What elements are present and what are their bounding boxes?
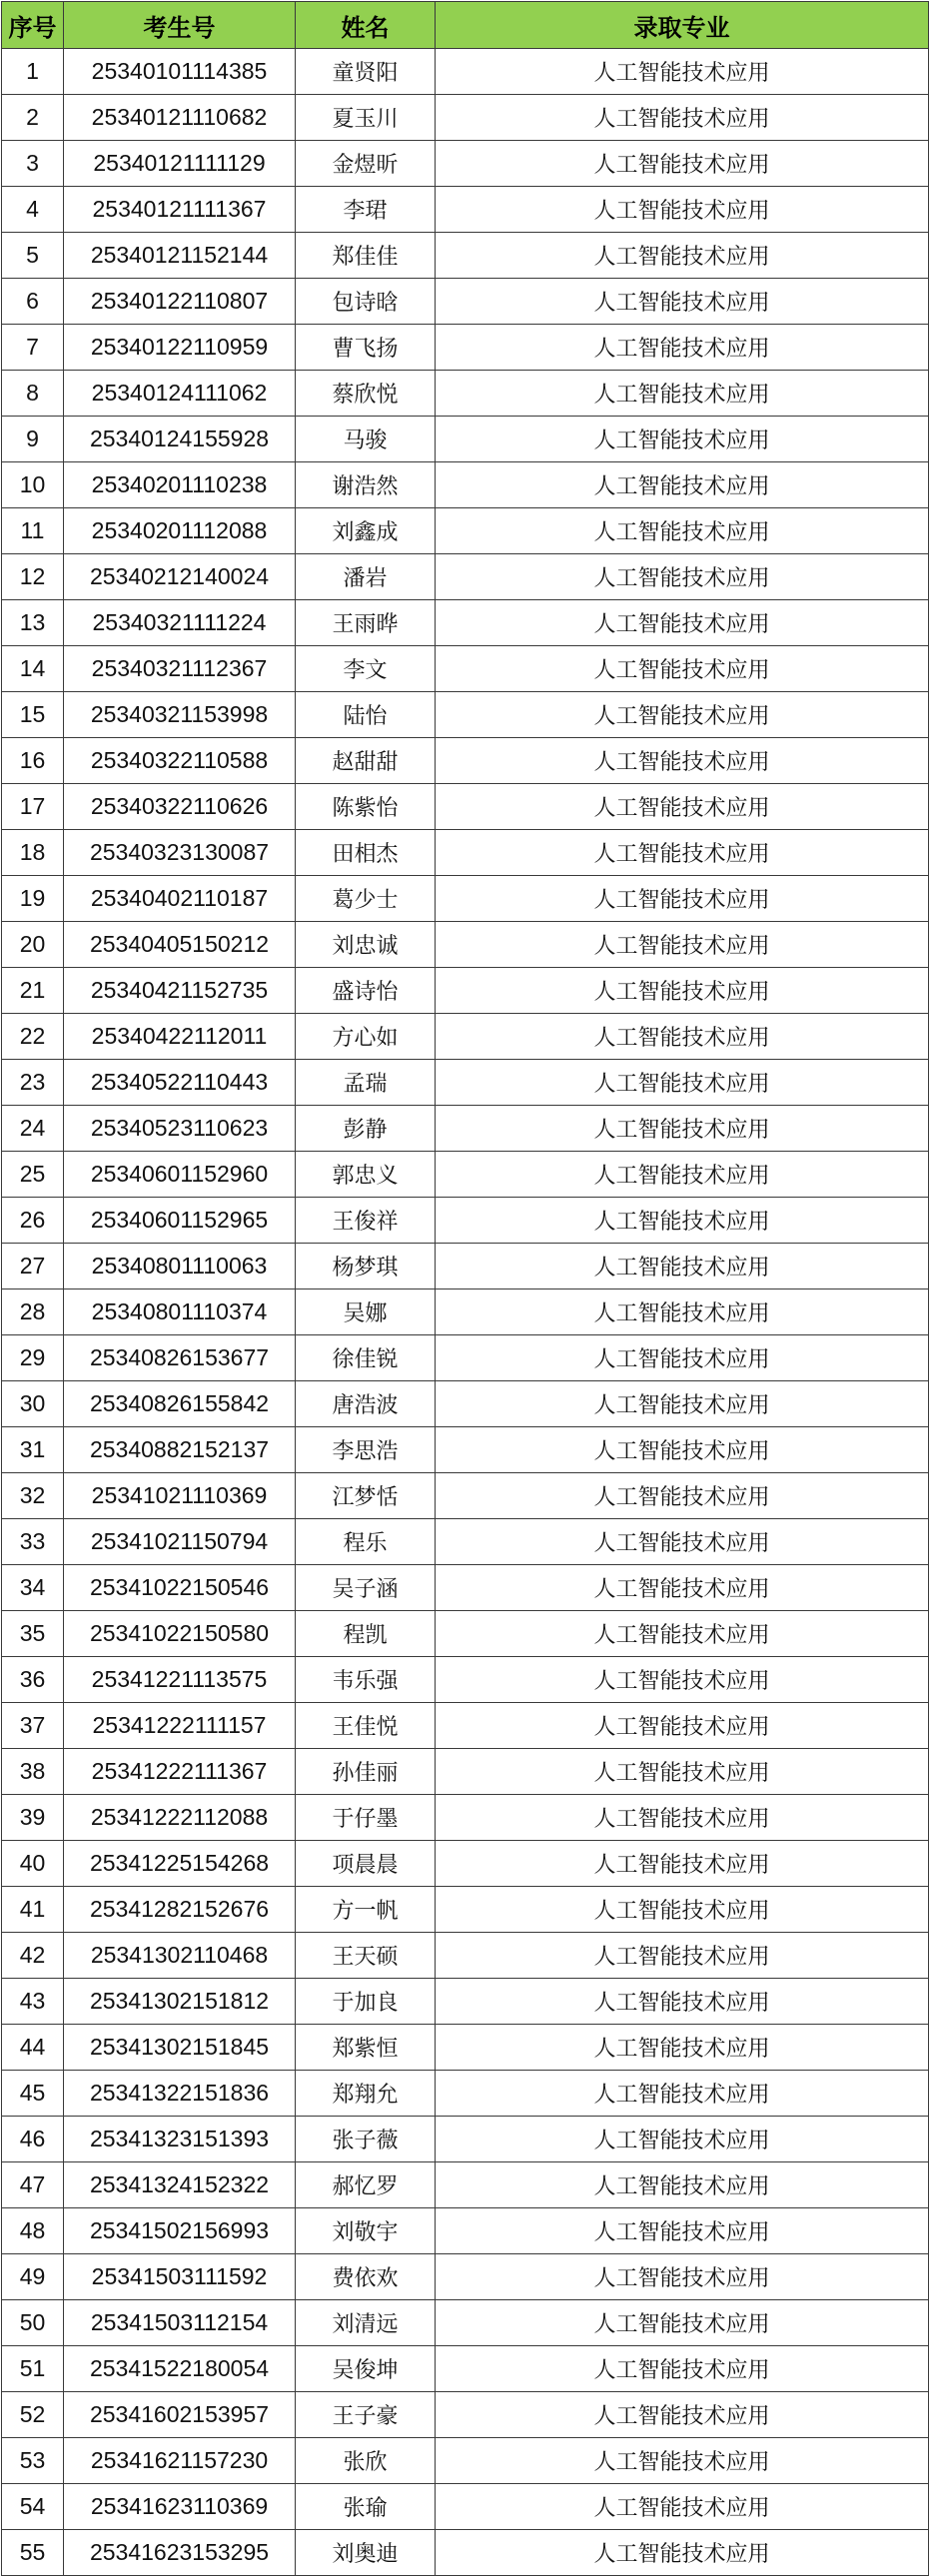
cell-name: 李文 [296, 646, 436, 692]
cell-index: 30 [2, 1381, 64, 1427]
cell-exam-number: 25340201110238 [64, 462, 296, 508]
cell-name: 田相杰 [296, 830, 436, 876]
table-row [2, 1657, 929, 1703]
cell-index: 3 [2, 141, 64, 187]
cell-major: 人工智能技术应用 [436, 141, 929, 187]
cell-exam-number: 25340405150212 [64, 922, 296, 968]
cell-exam-number: 25341302151812 [64, 1979, 296, 2025]
cell-major: 人工智能技术应用 [436, 922, 929, 968]
table-row [2, 876, 929, 922]
cell-name: 吴娜 [296, 1289, 436, 1335]
cell-exam-number: 25340201112088 [64, 508, 296, 554]
cell-exam-number: 25341282152676 [64, 1887, 296, 1933]
cell-major: 人工智能技术应用 [436, 2346, 929, 2392]
cell-major: 人工智能技术应用 [436, 417, 929, 462]
table-row [2, 1795, 929, 1841]
cell-index: 31 [2, 1427, 64, 1473]
cell-major: 人工智能技术应用 [436, 2025, 929, 2071]
cell-major: 人工智能技术应用 [436, 1244, 929, 1289]
cell-name: 唐浩波 [296, 1381, 436, 1427]
cell-index: 14 [2, 646, 64, 692]
cell-name: 刘忠诚 [296, 922, 436, 968]
cell-name: 蔡欣悦 [296, 371, 436, 417]
cell-index: 46 [2, 2117, 64, 2162]
table-row [2, 1979, 929, 2025]
cell-name: 王雨晔 [296, 600, 436, 646]
table-header [2, 2, 929, 49]
cell-exam-number: 25341302151845 [64, 2025, 296, 2071]
cell-major: 人工智能技术应用 [436, 1795, 929, 1841]
cell-exam-number: 25341621157230 [64, 2438, 296, 2484]
cell-name: 于加良 [296, 1979, 436, 2025]
table-body [2, 49, 929, 2576]
cell-major: 人工智能技术应用 [436, 1657, 929, 1703]
cell-index: 12 [2, 554, 64, 600]
table-row [2, 1244, 929, 1289]
table-row [2, 922, 929, 968]
table-row [2, 1106, 929, 1152]
cell-major: 人工智能技术应用 [436, 830, 929, 876]
cell-name: 郑翔允 [296, 2071, 436, 2117]
cell-major: 人工智能技术应用 [436, 1381, 929, 1427]
cell-exam-number: 25341522180054 [64, 2346, 296, 2392]
table-row [2, 2254, 929, 2300]
cell-major: 人工智能技术应用 [436, 1427, 929, 1473]
cell-exam-number: 25341222112088 [64, 1795, 296, 1841]
cell-major: 人工智能技术应用 [436, 1565, 929, 1611]
cell-index: 35 [2, 1611, 64, 1657]
cell-name: 王俊祥 [296, 1198, 436, 1244]
cell-major: 人工智能技术应用 [436, 2392, 929, 2438]
cell-major: 人工智能技术应用 [436, 1060, 929, 1106]
cell-name: 韦乐强 [296, 1657, 436, 1703]
cell-major: 人工智能技术应用 [436, 233, 929, 279]
table-row [2, 417, 929, 462]
cell-name: 方心如 [296, 1014, 436, 1060]
cell-index: 29 [2, 1335, 64, 1381]
cell-exam-number: 25340321112367 [64, 646, 296, 692]
cell-major: 人工智能技术应用 [436, 508, 929, 554]
cell-index: 7 [2, 325, 64, 371]
cell-name: 张瑜 [296, 2484, 436, 2530]
cell-name: 费依欢 [296, 2254, 436, 2300]
cell-major: 人工智能技术应用 [436, 187, 929, 233]
cell-major: 人工智能技术应用 [436, 2208, 929, 2254]
cell-index: 6 [2, 279, 64, 325]
cell-exam-number: 25340421152735 [64, 968, 296, 1014]
cell-exam-number: 25341022150546 [64, 1565, 296, 1611]
cell-name: 孟瑞 [296, 1060, 436, 1106]
cell-index: 38 [2, 1749, 64, 1795]
table-row [2, 2392, 929, 2438]
cell-exam-number: 25341602153957 [64, 2392, 296, 2438]
cell-exam-number: 25341221113575 [64, 1657, 296, 1703]
table-row [2, 2117, 929, 2162]
cell-name: 郭忠义 [296, 1152, 436, 1198]
cell-name: 盛诗怡 [296, 968, 436, 1014]
cell-name: 潘岩 [296, 554, 436, 600]
cell-exam-number: 25341225154268 [64, 1841, 296, 1887]
cell-major: 人工智能技术应用 [436, 279, 929, 325]
cell-name: 于仔墨 [296, 1795, 436, 1841]
table-row [2, 784, 929, 830]
cell-name: 郑紫恒 [296, 2025, 436, 2071]
table-row [2, 2346, 929, 2392]
cell-exam-number: 25340322110588 [64, 738, 296, 784]
table-row [2, 462, 929, 508]
cell-name: 谢浩然 [296, 462, 436, 508]
cell-name: 童贤阳 [296, 49, 436, 95]
cell-name: 项晨晨 [296, 1841, 436, 1887]
cell-name: 孙佳丽 [296, 1749, 436, 1795]
cell-exam-number: 25340122110959 [64, 325, 296, 371]
cell-name: 包诗晗 [296, 279, 436, 325]
cell-index: 22 [2, 1014, 64, 1060]
cell-name: 刘奥迪 [296, 2530, 436, 2576]
cell-name: 曹飞扬 [296, 325, 436, 371]
cell-major: 人工智能技术应用 [436, 600, 929, 646]
cell-name: 郑佳佳 [296, 233, 436, 279]
cell-exam-number: 25340523110623 [64, 1106, 296, 1152]
cell-major: 人工智能技术应用 [436, 462, 929, 508]
table-row [2, 2484, 929, 2530]
header-row [2, 2, 929, 49]
cell-index: 52 [2, 2392, 64, 2438]
cell-major: 人工智能技术应用 [436, 2162, 929, 2208]
table-row [2, 141, 929, 187]
cell-index: 39 [2, 1795, 64, 1841]
cell-index: 36 [2, 1657, 64, 1703]
cell-major: 人工智能技术应用 [436, 1473, 929, 1519]
cell-exam-number: 25340601152965 [64, 1198, 296, 1244]
cell-exam-number: 25341324152322 [64, 2162, 296, 2208]
table-row [2, 1381, 929, 1427]
cell-index: 23 [2, 1060, 64, 1106]
cell-major: 人工智能技术应用 [436, 2254, 929, 2300]
cell-index: 2 [2, 95, 64, 141]
cell-name: 张子薇 [296, 2117, 436, 2162]
table-row [2, 325, 929, 371]
cell-exam-number: 25341503112154 [64, 2300, 296, 2346]
cell-major: 人工智能技术应用 [436, 1979, 929, 2025]
table-row [2, 692, 929, 738]
cell-exam-number: 25340422112011 [64, 1014, 296, 1060]
cell-name: 彭静 [296, 1106, 436, 1152]
cell-name: 方一帆 [296, 1887, 436, 1933]
cell-major: 人工智能技术应用 [436, 692, 929, 738]
table-row [2, 2208, 929, 2254]
cell-exam-number: 25341623110369 [64, 2484, 296, 2530]
table-row [2, 1060, 929, 1106]
cell-exam-number: 25340323130087 [64, 830, 296, 876]
table-row [2, 371, 929, 417]
cell-major: 人工智能技术应用 [436, 2071, 929, 2117]
cell-major: 人工智能技术应用 [436, 968, 929, 1014]
cell-exam-number: 25340882152137 [64, 1427, 296, 1473]
table-row [2, 1565, 929, 1611]
cell-major: 人工智能技术应用 [436, 1841, 929, 1887]
cell-index: 47 [2, 2162, 64, 2208]
cell-index: 13 [2, 600, 64, 646]
table-row [2, 233, 929, 279]
cell-name: 杨梦琪 [296, 1244, 436, 1289]
cell-name: 徐佳锐 [296, 1335, 436, 1381]
table-row [2, 1198, 929, 1244]
cell-exam-number: 25340801110063 [64, 1244, 296, 1289]
cell-major: 人工智能技术应用 [436, 1335, 929, 1381]
cell-exam-number: 25340124155928 [64, 417, 296, 462]
table-row [2, 1519, 929, 1565]
cell-index: 1 [2, 49, 64, 95]
cell-name: 程凯 [296, 1611, 436, 1657]
cell-name: 吴子涵 [296, 1565, 436, 1611]
cell-index: 18 [2, 830, 64, 876]
cell-index: 8 [2, 371, 64, 417]
header-major: 录取专业 [436, 2, 929, 49]
cell-index: 26 [2, 1198, 64, 1244]
cell-name: 李思浩 [296, 1427, 436, 1473]
cell-index: 53 [2, 2438, 64, 2484]
table-row [2, 508, 929, 554]
cell-exam-number: 25340322110626 [64, 784, 296, 830]
cell-index: 44 [2, 2025, 64, 2071]
cell-index: 50 [2, 2300, 64, 2346]
cell-exam-number: 25340402110187 [64, 876, 296, 922]
cell-major: 人工智能技术应用 [436, 325, 929, 371]
table-row [2, 1841, 929, 1887]
header-index: 序号 [2, 2, 64, 49]
table-row [2, 1152, 929, 1198]
cell-major: 人工智能技术应用 [436, 1106, 929, 1152]
cell-index: 4 [2, 187, 64, 233]
cell-exam-number: 25340321153998 [64, 692, 296, 738]
cell-name: 王天硕 [296, 1933, 436, 1979]
cell-name: 赵甜甜 [296, 738, 436, 784]
cell-name: 李珺 [296, 187, 436, 233]
cell-name: 刘敬宇 [296, 2208, 436, 2254]
cell-major: 人工智能技术应用 [436, 2438, 929, 2484]
cell-name: 郝忆罗 [296, 2162, 436, 2208]
cell-major: 人工智能技术应用 [436, 1887, 929, 1933]
cell-index: 9 [2, 417, 64, 462]
cell-major: 人工智能技术应用 [436, 1198, 929, 1244]
cell-exam-number: 25341502156993 [64, 2208, 296, 2254]
admission-table [1, 1, 929, 2576]
table-row [2, 1473, 929, 1519]
cell-name: 刘清远 [296, 2300, 436, 2346]
cell-exam-number: 25340601152960 [64, 1152, 296, 1198]
cell-index: 51 [2, 2346, 64, 2392]
table-row [2, 1014, 929, 1060]
cell-index: 54 [2, 2484, 64, 2530]
table-row [2, 554, 929, 600]
cell-name: 刘鑫成 [296, 508, 436, 554]
cell-index: 28 [2, 1289, 64, 1335]
table-row [2, 49, 929, 95]
cell-index: 17 [2, 784, 64, 830]
cell-name: 张欣 [296, 2438, 436, 2484]
cell-major: 人工智能技术应用 [436, 784, 929, 830]
table-row [2, 600, 929, 646]
cell-index: 25 [2, 1152, 64, 1198]
cell-name: 葛少士 [296, 876, 436, 922]
cell-exam-number: 25340121111367 [64, 187, 296, 233]
cell-name: 程乐 [296, 1519, 436, 1565]
cell-name: 陆怡 [296, 692, 436, 738]
cell-index: 32 [2, 1473, 64, 1519]
table-row [2, 830, 929, 876]
cell-exam-number: 25340122110807 [64, 279, 296, 325]
cell-exam-number: 25341222111367 [64, 1749, 296, 1795]
cell-index: 41 [2, 1887, 64, 1933]
table-row [2, 2300, 929, 2346]
cell-name: 夏玉川 [296, 95, 436, 141]
cell-index: 34 [2, 1565, 64, 1611]
cell-index: 42 [2, 1933, 64, 1979]
cell-major: 人工智能技术应用 [436, 2484, 929, 2530]
cell-index: 40 [2, 1841, 64, 1887]
cell-index: 45 [2, 2071, 64, 2117]
cell-exam-number: 25341021110369 [64, 1473, 296, 1519]
cell-name: 王佳悦 [296, 1703, 436, 1749]
cell-index: 16 [2, 738, 64, 784]
table-row [2, 279, 929, 325]
cell-index: 55 [2, 2530, 64, 2576]
cell-exam-number: 25341022150580 [64, 1611, 296, 1657]
cell-major: 人工智能技术应用 [436, 1749, 929, 1795]
cell-name: 马骏 [296, 417, 436, 462]
header-exam-number: 考生号 [64, 2, 296, 49]
cell-name: 陈紫怡 [296, 784, 436, 830]
header-name: 姓名 [296, 2, 436, 49]
cell-major: 人工智能技术应用 [436, 876, 929, 922]
cell-exam-number: 25340321111224 [64, 600, 296, 646]
cell-exam-number: 25340826155842 [64, 1381, 296, 1427]
cell-major: 人工智能技术应用 [436, 2530, 929, 2576]
cell-exam-number: 25340522110443 [64, 1060, 296, 1106]
cell-index: 21 [2, 968, 64, 1014]
cell-exam-number: 25340801110374 [64, 1289, 296, 1335]
cell-index: 11 [2, 508, 64, 554]
cell-major: 人工智能技术应用 [436, 1289, 929, 1335]
cell-major: 人工智能技术应用 [436, 738, 929, 784]
cell-exam-number: 25340124111062 [64, 371, 296, 417]
table-row [2, 968, 929, 1014]
cell-name: 吴俊坤 [296, 2346, 436, 2392]
table-row [2, 1887, 929, 1933]
cell-index: 43 [2, 1979, 64, 2025]
table-row [2, 1749, 929, 1795]
cell-major: 人工智能技术应用 [436, 1152, 929, 1198]
table-row [2, 95, 929, 141]
cell-major: 人工智能技术应用 [436, 95, 929, 141]
cell-index: 49 [2, 2254, 64, 2300]
table-row [2, 1933, 929, 1979]
table-row [2, 2162, 929, 2208]
cell-major: 人工智能技术应用 [436, 646, 929, 692]
table-row [2, 2530, 929, 2576]
cell-index: 48 [2, 2208, 64, 2254]
cell-name: 江梦恬 [296, 1473, 436, 1519]
cell-major: 人工智能技术应用 [436, 2117, 929, 2162]
table-row [2, 1703, 929, 1749]
table-row [2, 1611, 929, 1657]
cell-major: 人工智能技术应用 [436, 2300, 929, 2346]
cell-index: 19 [2, 876, 64, 922]
cell-exam-number: 25341302110468 [64, 1933, 296, 1979]
table-row [2, 646, 929, 692]
cell-major: 人工智能技术应用 [436, 1703, 929, 1749]
cell-exam-number: 25340121152144 [64, 233, 296, 279]
cell-index: 15 [2, 692, 64, 738]
cell-index: 10 [2, 462, 64, 508]
cell-major: 人工智能技术应用 [436, 554, 929, 600]
cell-exam-number: 25340212140024 [64, 554, 296, 600]
cell-index: 20 [2, 922, 64, 968]
cell-name: 金煜昕 [296, 141, 436, 187]
cell-exam-number: 25340121110682 [64, 95, 296, 141]
cell-name: 王子豪 [296, 2392, 436, 2438]
cell-index: 24 [2, 1106, 64, 1152]
table-row [2, 1289, 929, 1335]
cell-exam-number: 25340826153677 [64, 1335, 296, 1381]
table-row [2, 2025, 929, 2071]
table-row [2, 187, 929, 233]
cell-major: 人工智能技术应用 [436, 49, 929, 95]
cell-index: 27 [2, 1244, 64, 1289]
cell-index: 5 [2, 233, 64, 279]
table-row [2, 1427, 929, 1473]
table-row [2, 2438, 929, 2484]
cell-exam-number: 25340121111129 [64, 141, 296, 187]
cell-major: 人工智能技术应用 [436, 371, 929, 417]
cell-index: 37 [2, 1703, 64, 1749]
cell-major: 人工智能技术应用 [436, 1611, 929, 1657]
table-row [2, 2071, 929, 2117]
cell-exam-number: 25341021150794 [64, 1519, 296, 1565]
cell-exam-number: 25341323151393 [64, 2117, 296, 2162]
cell-index: 33 [2, 1519, 64, 1565]
cell-exam-number: 25341222111157 [64, 1703, 296, 1749]
table-row [2, 1335, 929, 1381]
cell-major: 人工智能技术应用 [436, 1014, 929, 1060]
cell-exam-number: 25341623153295 [64, 2530, 296, 2576]
table-row [2, 738, 929, 784]
cell-exam-number: 25341322151836 [64, 2071, 296, 2117]
cell-exam-number: 25341503111592 [64, 2254, 296, 2300]
cell-major: 人工智能技术应用 [436, 1519, 929, 1565]
cell-exam-number: 25340101114385 [64, 49, 296, 95]
cell-major: 人工智能技术应用 [436, 1933, 929, 1979]
